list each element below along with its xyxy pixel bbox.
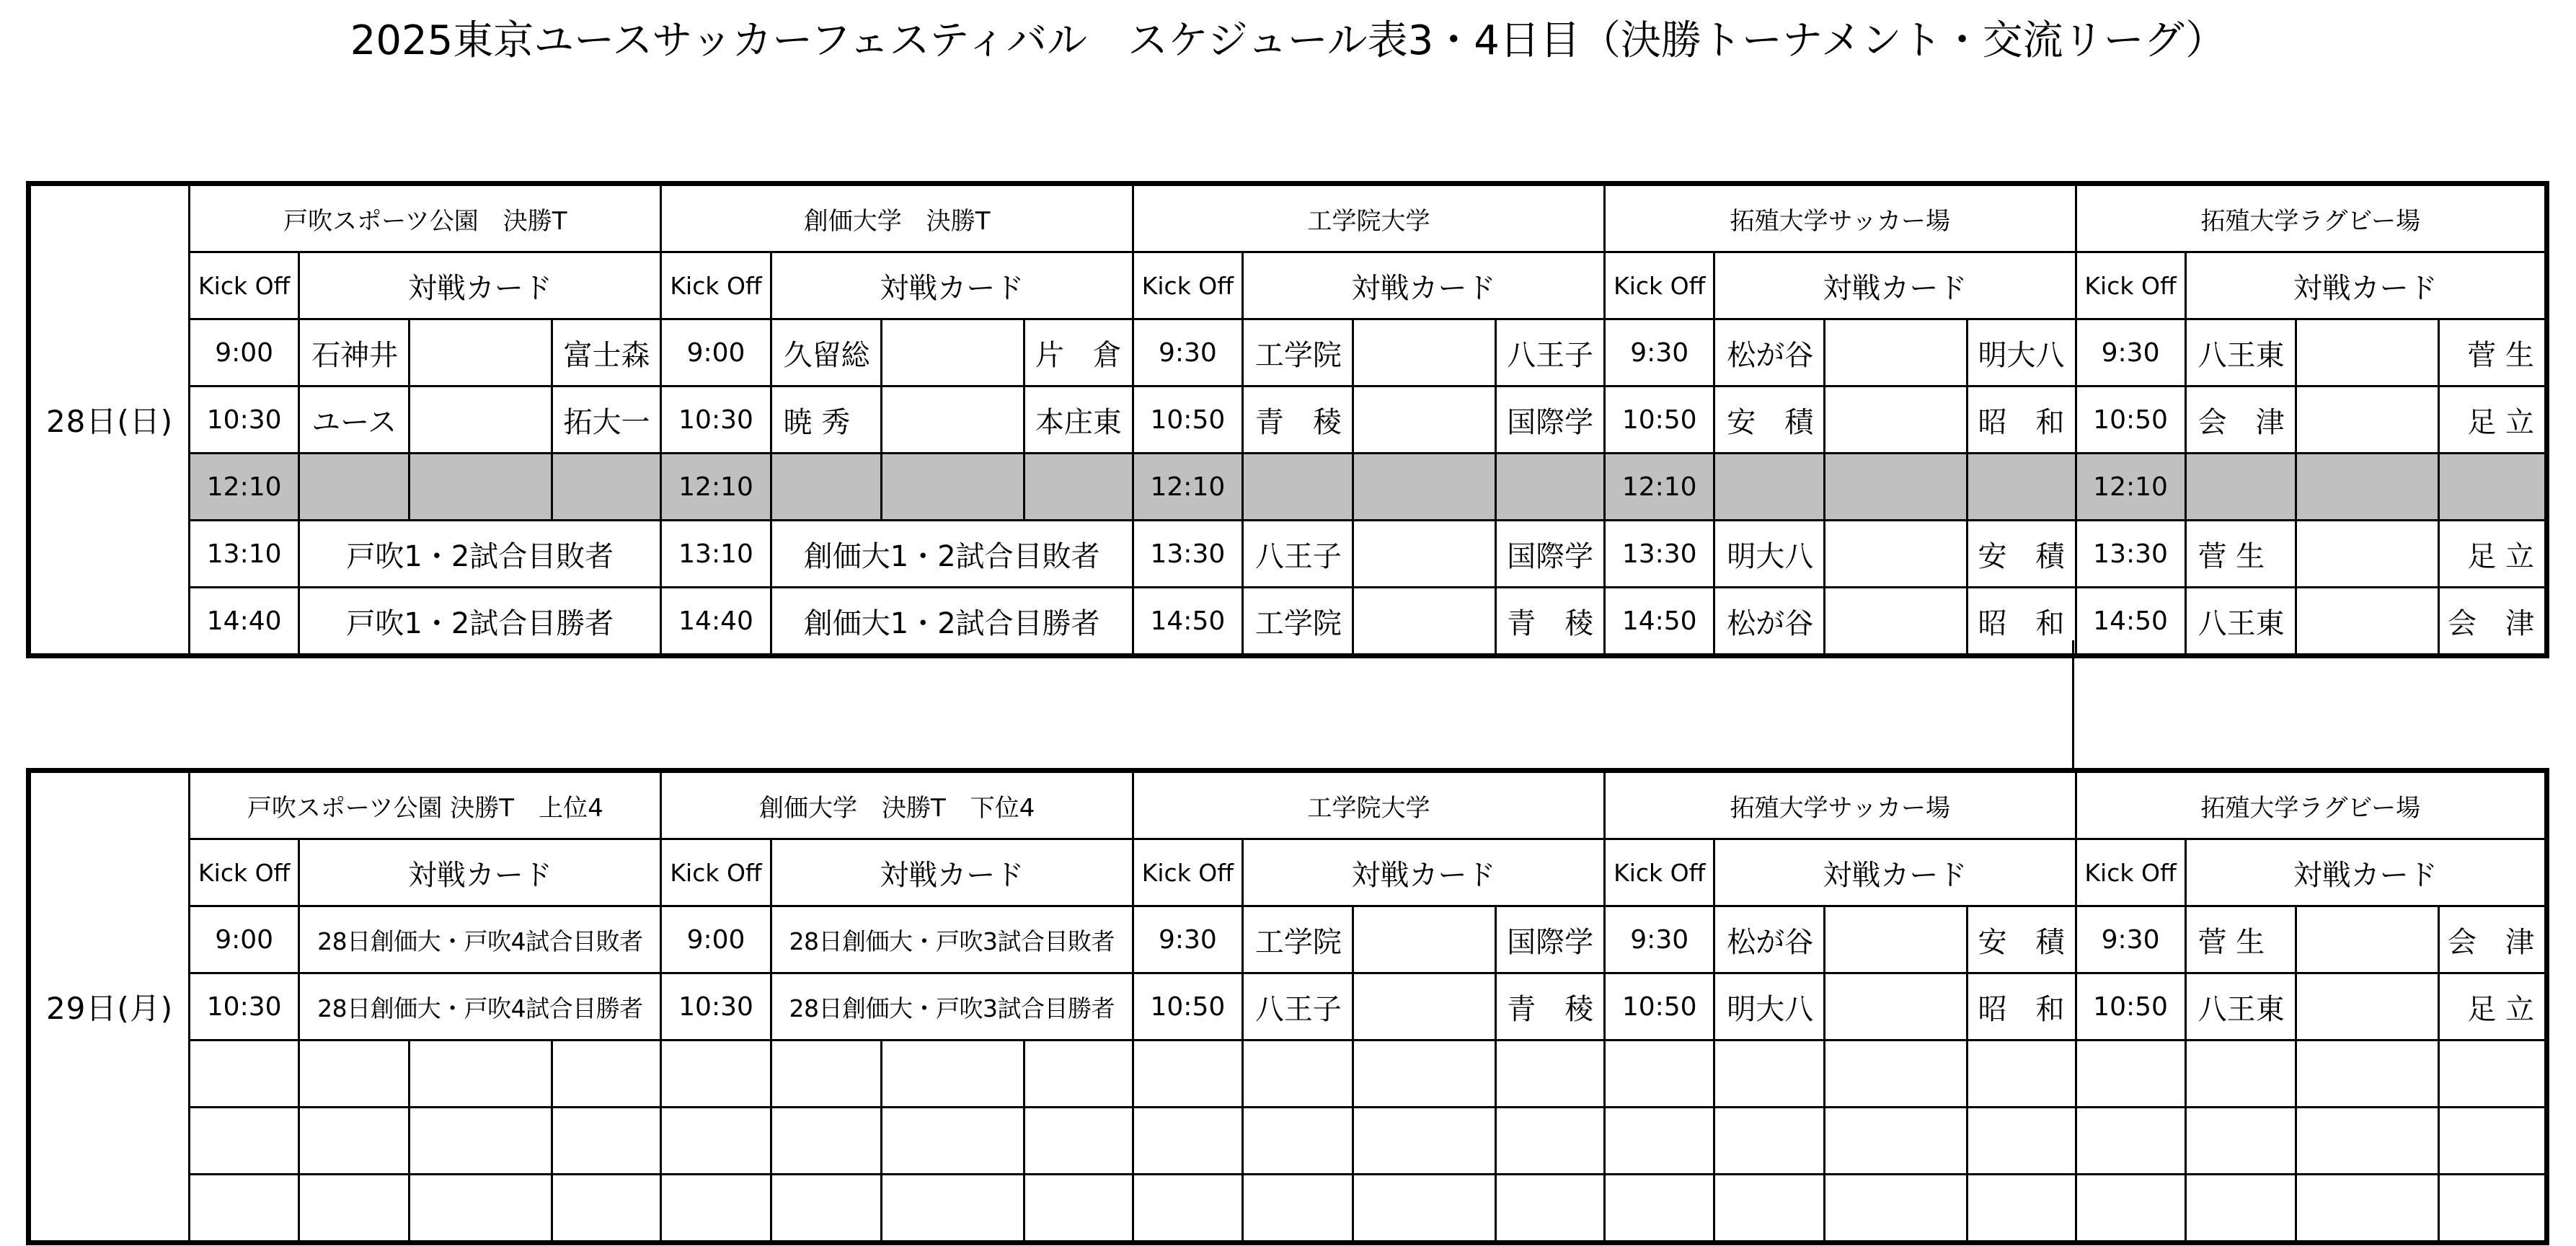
away-team: 足 立 (2438, 521, 2546, 588)
empty-cell (1968, 1040, 2076, 1108)
venue-name: 創価大学 決勝T 下位4 (661, 771, 1133, 839)
kickoff-header: Kick Off (2076, 252, 2185, 319)
kickoff-header: Kick Off (2076, 839, 2185, 906)
empty-cell (1133, 1040, 1242, 1108)
empty-cell (1353, 1040, 1496, 1108)
away-team: 会 津 (2438, 906, 2546, 973)
empty-cell (1825, 1040, 1968, 1108)
kickoff-time: 9:30 (1605, 906, 1714, 973)
empty-cell (2438, 1108, 2546, 1175)
empty-cell (1605, 1108, 1714, 1175)
home-team: 石神井 (299, 319, 410, 386)
kickoff-time: 9:30 (1605, 319, 1714, 386)
kickoff-time: 9:30 (2076, 319, 2185, 386)
empty-cell (1242, 1175, 1353, 1243)
kickoff-time: 10:50 (1605, 973, 1714, 1040)
empty-cell (771, 1108, 881, 1175)
away-team: 足 立 (2438, 973, 2546, 1040)
empty-cell (1496, 1040, 1605, 1108)
home-team: 明大八 (1714, 973, 1825, 1040)
empty-cell (299, 1040, 410, 1108)
vs-spacer (1825, 386, 1968, 454)
empty-cell (1496, 1108, 1605, 1175)
match-description: 28日創価大・戸吹3試合目勝者 (771, 973, 1133, 1040)
schedule-table-day2 (26, 768, 2549, 1245)
home-team: 明大八 (1714, 521, 1825, 588)
venue-name: 拓殖大学サッカー場 (1605, 771, 2076, 839)
venue-name: 拓殖大学ラグビー場 (2076, 771, 2546, 839)
vs-spacer (410, 454, 552, 521)
vs-spacer (1353, 588, 1496, 656)
away-team: 八王子 (1496, 319, 1605, 386)
empty-cell (661, 1108, 771, 1175)
vs-spacer (1353, 973, 1496, 1040)
empty-cell (2076, 1040, 2185, 1108)
away-team: 富士森 (552, 319, 661, 386)
empty-cell (1496, 1175, 1605, 1243)
empty-cell (661, 1040, 771, 1108)
home-team: 松が谷 (1714, 319, 1825, 386)
home-team: ユース (299, 386, 410, 454)
venue-name: 工学院大学 (1133, 771, 1604, 839)
kickoff-header: Kick Off (1605, 252, 1714, 319)
home-team: 工学院 (1242, 588, 1353, 656)
kickoff-header: Kick Off (190, 252, 299, 319)
home-team: 松が谷 (1714, 906, 1825, 973)
match-card-header: 対戦カード (299, 252, 661, 319)
vs-spacer (1825, 973, 1968, 1040)
bracket-connector-line (2072, 640, 2074, 770)
kickoff-time: 10:30 (661, 386, 771, 454)
venue-name: 拓殖大学サッカー場 (1605, 184, 2076, 252)
empty-row (29, 1175, 2547, 1243)
empty-cell (881, 1040, 1024, 1108)
away-team: 安 積 (1968, 906, 2076, 973)
empty-cell (1353, 1108, 1496, 1175)
away-team: 明大八 (1968, 319, 2076, 386)
schedule-table-day1 (26, 181, 2549, 658)
empty-cell (190, 1108, 299, 1175)
column-header-row (29, 839, 2547, 906)
kickoff-header: Kick Off (190, 839, 299, 906)
empty-cell (771, 1040, 881, 1108)
column-header-row (29, 252, 2547, 319)
kickoff-time: 9:00 (190, 906, 299, 973)
away-team (1496, 454, 1605, 521)
kickoff-time: 14:50 (1133, 588, 1242, 656)
kickoff-time: 13:30 (1133, 521, 1242, 588)
home-team: 会 津 (2185, 386, 2296, 454)
match-card-header: 対戦カード (2185, 839, 2546, 906)
home-team: 八王子 (1242, 973, 1353, 1040)
match-description: 戸吹1・2試合目敗者 (299, 521, 661, 588)
kickoff-time: 13:10 (661, 521, 771, 588)
home-team: 八王東 (2185, 319, 2296, 386)
vs-spacer (2296, 521, 2438, 588)
match-card-header: 対戦カード (771, 839, 1133, 906)
match-row (29, 454, 2547, 521)
empty-cell (2185, 1175, 2296, 1243)
empty-cell (1605, 1040, 1714, 1108)
venue-name: 戸吹スポーツ公園 決勝T (190, 184, 661, 252)
home-team: 工学院 (1242, 319, 1353, 386)
empty-cell (1024, 1175, 1133, 1243)
vs-spacer (2296, 386, 2438, 454)
empty-cell (410, 1108, 552, 1175)
empty-cell (1714, 1108, 1825, 1175)
vs-spacer (1825, 588, 1968, 656)
home-team: 暁 秀 (771, 386, 881, 454)
match-card-header: 対戦カード (1714, 839, 2076, 906)
away-team: 本庄東 (1024, 386, 1133, 454)
empty-cell (2296, 1040, 2438, 1108)
away-team (2438, 454, 2546, 521)
away-team (1968, 454, 2076, 521)
away-team: 足 立 (2438, 386, 2546, 454)
kickoff-time: 14:40 (661, 588, 771, 656)
venue-name: 戸吹スポーツ公園 決勝T 上位4 (190, 771, 661, 839)
kickoff-header: Kick Off (661, 839, 771, 906)
match-card-header: 対戦カード (1242, 252, 1604, 319)
home-team: 菅 生 (2185, 906, 2296, 973)
venue-name: 工学院大学 (1133, 184, 1604, 252)
kickoff-time: 13:30 (2076, 521, 2185, 588)
empty-cell (1825, 1175, 1968, 1243)
vs-spacer (2296, 588, 2438, 656)
away-team: 安 積 (1968, 521, 2076, 588)
empty-row (29, 1108, 2547, 1175)
kickoff-time: 10:50 (2076, 973, 2185, 1040)
kickoff-time: 10:50 (1133, 973, 1242, 1040)
match-row (29, 319, 2547, 386)
away-team (1024, 454, 1133, 521)
kickoff-time: 10:30 (661, 973, 771, 1040)
match-description: 28日創価大・戸吹4試合目敗者 (299, 906, 661, 973)
vs-spacer (2296, 906, 2438, 973)
vs-spacer (881, 386, 1024, 454)
kickoff-time: 12:10 (1605, 454, 1714, 521)
away-team: 片 倉 (1024, 319, 1133, 386)
home-team: 八王東 (2185, 973, 2296, 1040)
away-team: 青 稜 (1496, 588, 1605, 656)
vs-spacer (410, 386, 552, 454)
kickoff-time: 10:50 (1605, 386, 1714, 454)
home-team: 松が谷 (1714, 588, 1825, 656)
vs-spacer (1825, 319, 1968, 386)
empty-cell (190, 1040, 299, 1108)
empty-cell (661, 1175, 771, 1243)
kickoff-header: Kick Off (661, 252, 771, 319)
match-description: 創価大1・2試合目勝者 (771, 588, 1133, 656)
home-team (1242, 454, 1353, 521)
empty-cell (1133, 1108, 1242, 1175)
venue-header-row (29, 771, 2547, 839)
empty-cell (2296, 1108, 2438, 1175)
empty-cell (1024, 1108, 1133, 1175)
vs-spacer (2296, 454, 2438, 521)
vs-spacer (1353, 906, 1496, 973)
away-team: 会 津 (2438, 588, 2546, 656)
empty-cell (190, 1175, 299, 1243)
kickoff-header: Kick Off (1605, 839, 1714, 906)
home-team: 八王東 (2185, 588, 2296, 656)
home-team: 菅 生 (2185, 521, 2296, 588)
empty-cell (1605, 1175, 1714, 1243)
empty-cell (1353, 1175, 1496, 1243)
empty-cell (881, 1108, 1024, 1175)
home-team (1714, 454, 1825, 521)
kickoff-time: 14:50 (1605, 588, 1714, 656)
venue-name: 創価大学 決勝T (661, 184, 1133, 252)
vs-spacer (410, 319, 552, 386)
venue-name: 拓殖大学ラグビー場 (2076, 184, 2546, 252)
away-team: 国際学 (1496, 386, 1605, 454)
vs-spacer (1353, 454, 1496, 521)
home-team: 八王子 (1242, 521, 1353, 588)
kickoff-time: 9:00 (661, 319, 771, 386)
away-team: 青 稜 (1496, 973, 1605, 1040)
kickoff-time: 12:10 (661, 454, 771, 521)
empty-cell (1024, 1040, 1133, 1108)
kickoff-time: 10:50 (1133, 386, 1242, 454)
vs-spacer (1825, 454, 1968, 521)
match-card-header: 対戦カード (2185, 252, 2546, 319)
date-label: 29日(月) (29, 771, 190, 1243)
vs-spacer (881, 319, 1024, 386)
home-team: 安 積 (1714, 386, 1825, 454)
empty-cell (1968, 1108, 2076, 1175)
empty-cell (552, 1108, 661, 1175)
empty-cell (1242, 1108, 1353, 1175)
empty-cell (1968, 1175, 2076, 1243)
empty-cell (2296, 1175, 2438, 1243)
kickoff-time: 12:10 (1133, 454, 1242, 521)
away-team: 昭 和 (1968, 588, 2076, 656)
venue-header-row (29, 184, 2547, 252)
match-card-header: 対戦カード (1242, 839, 1604, 906)
empty-cell (2076, 1108, 2185, 1175)
kickoff-time: 13:10 (190, 521, 299, 588)
match-row (29, 906, 2547, 973)
home-team: 工学院 (1242, 906, 1353, 973)
empty-cell (1714, 1175, 1825, 1243)
kickoff-time: 9:00 (190, 319, 299, 386)
match-description: 28日創価大・戸吹4試合目勝者 (299, 973, 661, 1040)
vs-spacer (2296, 319, 2438, 386)
kickoff-header: Kick Off (1133, 252, 1242, 319)
away-team: 国際学 (1496, 521, 1605, 588)
vs-spacer (1825, 906, 1968, 973)
empty-cell (299, 1175, 410, 1243)
vs-spacer (1353, 521, 1496, 588)
kickoff-time: 14:50 (2076, 588, 2185, 656)
away-team: 拓大一 (552, 386, 661, 454)
kickoff-time: 9:00 (661, 906, 771, 973)
home-team (2185, 454, 2296, 521)
empty-cell (771, 1175, 881, 1243)
kickoff-time: 12:10 (2076, 454, 2185, 521)
match-card-header: 対戦カード (299, 839, 661, 906)
empty-cell (410, 1175, 552, 1243)
kickoff-header: Kick Off (1133, 839, 1242, 906)
empty-cell (1133, 1175, 1242, 1243)
empty-cell (299, 1108, 410, 1175)
kickoff-time: 10:30 (190, 386, 299, 454)
kickoff-time: 9:30 (2076, 906, 2185, 973)
vs-spacer (1353, 386, 1496, 454)
kickoff-time: 9:30 (1133, 906, 1242, 973)
kickoff-time: 12:10 (190, 454, 299, 521)
match-card-header: 対戦カード (771, 252, 1133, 319)
kickoff-time: 13:30 (1605, 521, 1714, 588)
kickoff-time: 14:40 (190, 588, 299, 656)
vs-spacer (881, 454, 1024, 521)
empty-cell (410, 1040, 552, 1108)
home-team: 久留総 (771, 319, 881, 386)
match-card-header: 対戦カード (1714, 252, 2076, 319)
home-team: 青 稜 (1242, 386, 1353, 454)
match-row (29, 386, 2547, 454)
kickoff-time: 10:30 (190, 973, 299, 1040)
away-team: 昭 和 (1968, 386, 2076, 454)
match-row (29, 521, 2547, 588)
match-row (29, 973, 2547, 1040)
empty-cell (2438, 1175, 2546, 1243)
away-team (552, 454, 661, 521)
empty-cell (2185, 1040, 2296, 1108)
page-title: 2025東京ユースサッカーフェスティバル スケジュール表3・4日目（決勝トーナメント・交流リーグ） (350, 17, 2226, 64)
away-team: 昭 和 (1968, 973, 2076, 1040)
match-description: 28日創価大・戸吹3試合目敗者 (771, 906, 1133, 973)
match-row (29, 588, 2547, 656)
empty-cell (881, 1175, 1024, 1243)
away-team: 菅 生 (2438, 319, 2546, 386)
empty-cell (2076, 1175, 2185, 1243)
match-description: 創価大1・2試合目敗者 (771, 521, 1133, 588)
away-team: 国際学 (1496, 906, 1605, 973)
empty-row (29, 1040, 2547, 1108)
date-label: 28日(日) (29, 184, 190, 656)
kickoff-time: 9:30 (1133, 319, 1242, 386)
home-team (299, 454, 410, 521)
vs-spacer (2296, 973, 2438, 1040)
home-team (771, 454, 881, 521)
empty-cell (1242, 1040, 1353, 1108)
empty-cell (1825, 1108, 1968, 1175)
empty-cell (552, 1175, 661, 1243)
empty-cell (2185, 1108, 2296, 1175)
empty-cell (552, 1040, 661, 1108)
vs-spacer (1353, 319, 1496, 386)
empty-cell (1714, 1040, 1825, 1108)
match-description: 戸吹1・2試合目勝者 (299, 588, 661, 656)
kickoff-time: 10:50 (2076, 386, 2185, 454)
vs-spacer (1825, 521, 1968, 588)
empty-cell (2438, 1040, 2546, 1108)
